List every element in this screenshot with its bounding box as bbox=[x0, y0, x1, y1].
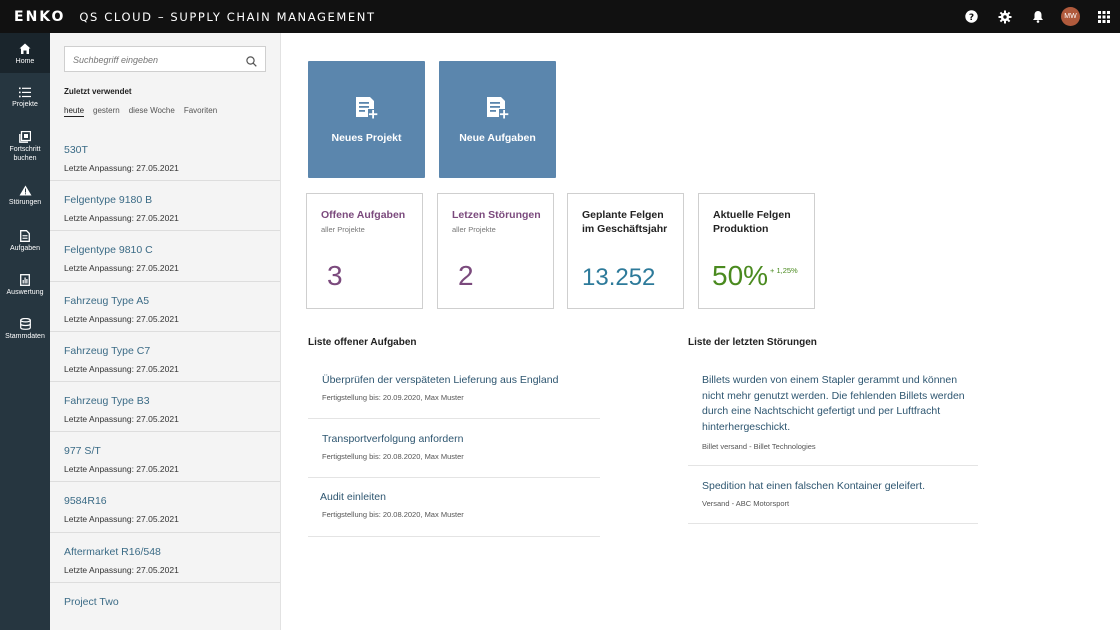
nav-label: Projekte bbox=[12, 101, 38, 108]
home-icon bbox=[19, 43, 31, 55]
search-input[interactable] bbox=[73, 51, 243, 68]
item-title: Fahrzeug Type A5 bbox=[64, 294, 150, 307]
item-subtitle: Letzte Anpassung: 27.05.2021 bbox=[64, 163, 179, 173]
gear-icon[interactable] bbox=[988, 0, 1021, 33]
app-logo[interactable]: ENKO bbox=[14, 8, 66, 25]
kpi-subtitle: aller Projekte bbox=[452, 225, 496, 234]
filter-heute[interactable]: heute bbox=[64, 106, 85, 115]
kpi-subtitle: aller Projekte bbox=[321, 225, 365, 234]
item-title: Aftermarket R16/548 bbox=[64, 545, 161, 558]
nav-item-stoerungen[interactable] bbox=[0, 185, 50, 207]
avatar[interactable] bbox=[1054, 0, 1087, 33]
add-document-icon bbox=[486, 96, 509, 124]
list-item[interactable] bbox=[50, 282, 280, 332]
filter-gestern[interactable]: gestern bbox=[93, 106, 120, 115]
issue-item[interactable] bbox=[688, 466, 978, 524]
item-title: 977 S/T bbox=[64, 445, 101, 458]
new-tasks-button[interactable] bbox=[439, 61, 556, 178]
database-icon bbox=[20, 318, 31, 330]
kpi-title: Aktuelle Felgen Produktion bbox=[713, 209, 791, 235]
item-subtitle: Letzte Anpassung: 27.05.2021 bbox=[64, 514, 179, 525]
nav-label: Fortschritt buchen bbox=[9, 146, 41, 162]
item-subtitle: Letzte Anpassung: 27.05.2021 bbox=[64, 213, 179, 224]
task-title: Transportverfolgung anfordern bbox=[322, 433, 464, 445]
task-item[interactable] bbox=[308, 363, 600, 419]
issues-section-title: Liste der letzten Störungen bbox=[688, 337, 817, 348]
nav-label: Auswertung bbox=[6, 289, 44, 296]
kpi-recent-issues[interactable] bbox=[437, 193, 554, 309]
task-item[interactable] bbox=[308, 478, 600, 537]
list-item[interactable] bbox=[50, 432, 280, 482]
top-actions bbox=[955, 0, 1120, 33]
nav-item-fortschritt-buchen[interactable] bbox=[0, 131, 50, 163]
kpi-title: Letzen Störungen bbox=[452, 209, 541, 221]
avatar-initials: MW bbox=[1061, 7, 1080, 26]
search-icon[interactable] bbox=[246, 54, 257, 72]
booking-icon bbox=[19, 131, 31, 143]
list-item[interactable] bbox=[50, 231, 280, 281]
issues-list bbox=[688, 363, 978, 524]
nav-label: Home bbox=[15, 58, 35, 65]
dashboard-main bbox=[282, 33, 1120, 630]
nav-item-auswertung[interactable] bbox=[0, 274, 50, 297]
tasks-section-title: Liste offener Aufgaben bbox=[308, 337, 417, 348]
kpi-current-production[interactable] bbox=[698, 193, 815, 309]
kpi-value: 2 bbox=[458, 260, 474, 291]
nav-label: Stammdaten bbox=[5, 333, 45, 340]
task-meta: Fertigstellung bis: 20.08.2020, Max Muster bbox=[322, 452, 464, 461]
report-icon bbox=[20, 274, 30, 286]
item-title: Felgentype 9180 B bbox=[64, 194, 153, 207]
kpi-delta: + 1,25% bbox=[770, 266, 798, 275]
add-document-icon bbox=[355, 96, 378, 124]
kpi-open-tasks[interactable] bbox=[306, 193, 423, 309]
list-item[interactable] bbox=[50, 583, 280, 630]
kpi-value: 3 bbox=[327, 260, 343, 291]
list-item[interactable] bbox=[50, 181, 280, 231]
nav-item-home[interactable] bbox=[0, 33, 50, 73]
item-subtitle: Letzte Anpassung: 27.05.2021 bbox=[64, 413, 179, 424]
warning-icon bbox=[19, 185, 32, 196]
kpi-planned-rims[interactable] bbox=[567, 193, 684, 309]
tasks-list bbox=[308, 363, 600, 537]
filter-favoriten[interactable]: Favoriten bbox=[183, 106, 218, 115]
top-bar bbox=[0, 0, 1120, 33]
recent-title: Zuletzt verwendet bbox=[64, 87, 132, 96]
item-subtitle: Letzte Anpassung: 27.05.2021 bbox=[64, 464, 179, 475]
task-title: Audit einleiten bbox=[320, 491, 386, 503]
recent-filters bbox=[64, 106, 217, 117]
apps-grid-icon[interactable] bbox=[1087, 0, 1120, 33]
item-title: Project Two bbox=[64, 595, 119, 608]
task-item[interactable] bbox=[308, 419, 600, 478]
nav-label: Aufgaben bbox=[10, 245, 40, 252]
list-item[interactable] bbox=[50, 332, 280, 382]
list-icon bbox=[19, 87, 31, 98]
item-subtitle: Letzte Anpassung: 27.05.2021 bbox=[64, 263, 179, 274]
item-title: Felgentype 9810 C bbox=[64, 244, 153, 257]
item-subtitle: Letzte Anpassung: 27.05.2021 bbox=[64, 313, 179, 324]
kpi-title: Geplante Felgen im Geschäftsjahr bbox=[582, 209, 668, 235]
issue-meta: Billet versand - Billet Technologies bbox=[702, 441, 816, 451]
help-icon[interactable] bbox=[955, 0, 988, 33]
document-icon bbox=[20, 230, 30, 242]
item-subtitle: Letzte Anpassung: 27.05.2021 bbox=[64, 564, 179, 575]
list-item[interactable] bbox=[50, 482, 280, 532]
list-item[interactable] bbox=[50, 131, 280, 181]
task-meta: Fertigstellung bis: 20.08.2020, Max Muster bbox=[322, 510, 464, 519]
kpi-value: 50% bbox=[712, 260, 769, 291]
kpi-value: 13.252 bbox=[582, 264, 656, 291]
item-title: 9584R16 bbox=[64, 495, 107, 508]
task-title: Überprüfen der verspäteten Lieferung aus England bbox=[322, 374, 559, 386]
kpi-title: Offene Aufgaben bbox=[321, 209, 406, 221]
tile-label: Neues Projekt bbox=[331, 132, 402, 144]
svg-text:?: ? bbox=[968, 13, 975, 23]
item-title: Fahrzeug Type B3 bbox=[64, 394, 150, 407]
issue-meta: Versand - ABC Motorsport bbox=[702, 498, 790, 508]
recent-list bbox=[50, 131, 280, 630]
main-nav bbox=[0, 33, 50, 630]
app-title: QS CLOUD – SUPPLY CHAIN MANAGEMENT bbox=[79, 9, 376, 24]
tile-label: Neue Aufgaben bbox=[459, 132, 536, 144]
nav-item-projekte[interactable] bbox=[0, 87, 50, 109]
issue-text: Spedition hat einen falschen Kontainer geleifert. bbox=[702, 480, 925, 492]
list-item[interactable] bbox=[50, 382, 280, 432]
new-project-button[interactable] bbox=[308, 61, 425, 178]
item-subtitle: Letzte Anpassung: 27.05.2021 bbox=[64, 363, 179, 374]
filter-diese-woche[interactable]: diese Woche bbox=[128, 106, 175, 115]
item-title: 530T bbox=[64, 144, 88, 156]
list-item[interactable] bbox=[50, 533, 280, 583]
search-box bbox=[64, 46, 266, 72]
nav-label: Störungen bbox=[8, 199, 42, 206]
nav-item-stammdaten[interactable] bbox=[0, 318, 50, 341]
issue-text: Billets wurden von einem Stapler gerammt und können nicht mehr genutzt werden. Die fehlenden Billets werden durch eine Nachtschicht gefertigt und per Luftfracht hinterhergeschickt. bbox=[702, 374, 965, 434]
item-title: Fahrzeug Type C7 bbox=[64, 344, 151, 357]
task-meta: Fertigstellung bis: 20.09.2020, Max Muster bbox=[322, 393, 464, 402]
nav-item-aufgaben[interactable] bbox=[0, 230, 50, 253]
issue-item[interactable] bbox=[688, 363, 978, 466]
bell-icon[interactable] bbox=[1021, 0, 1054, 33]
recent-panel bbox=[50, 33, 281, 630]
